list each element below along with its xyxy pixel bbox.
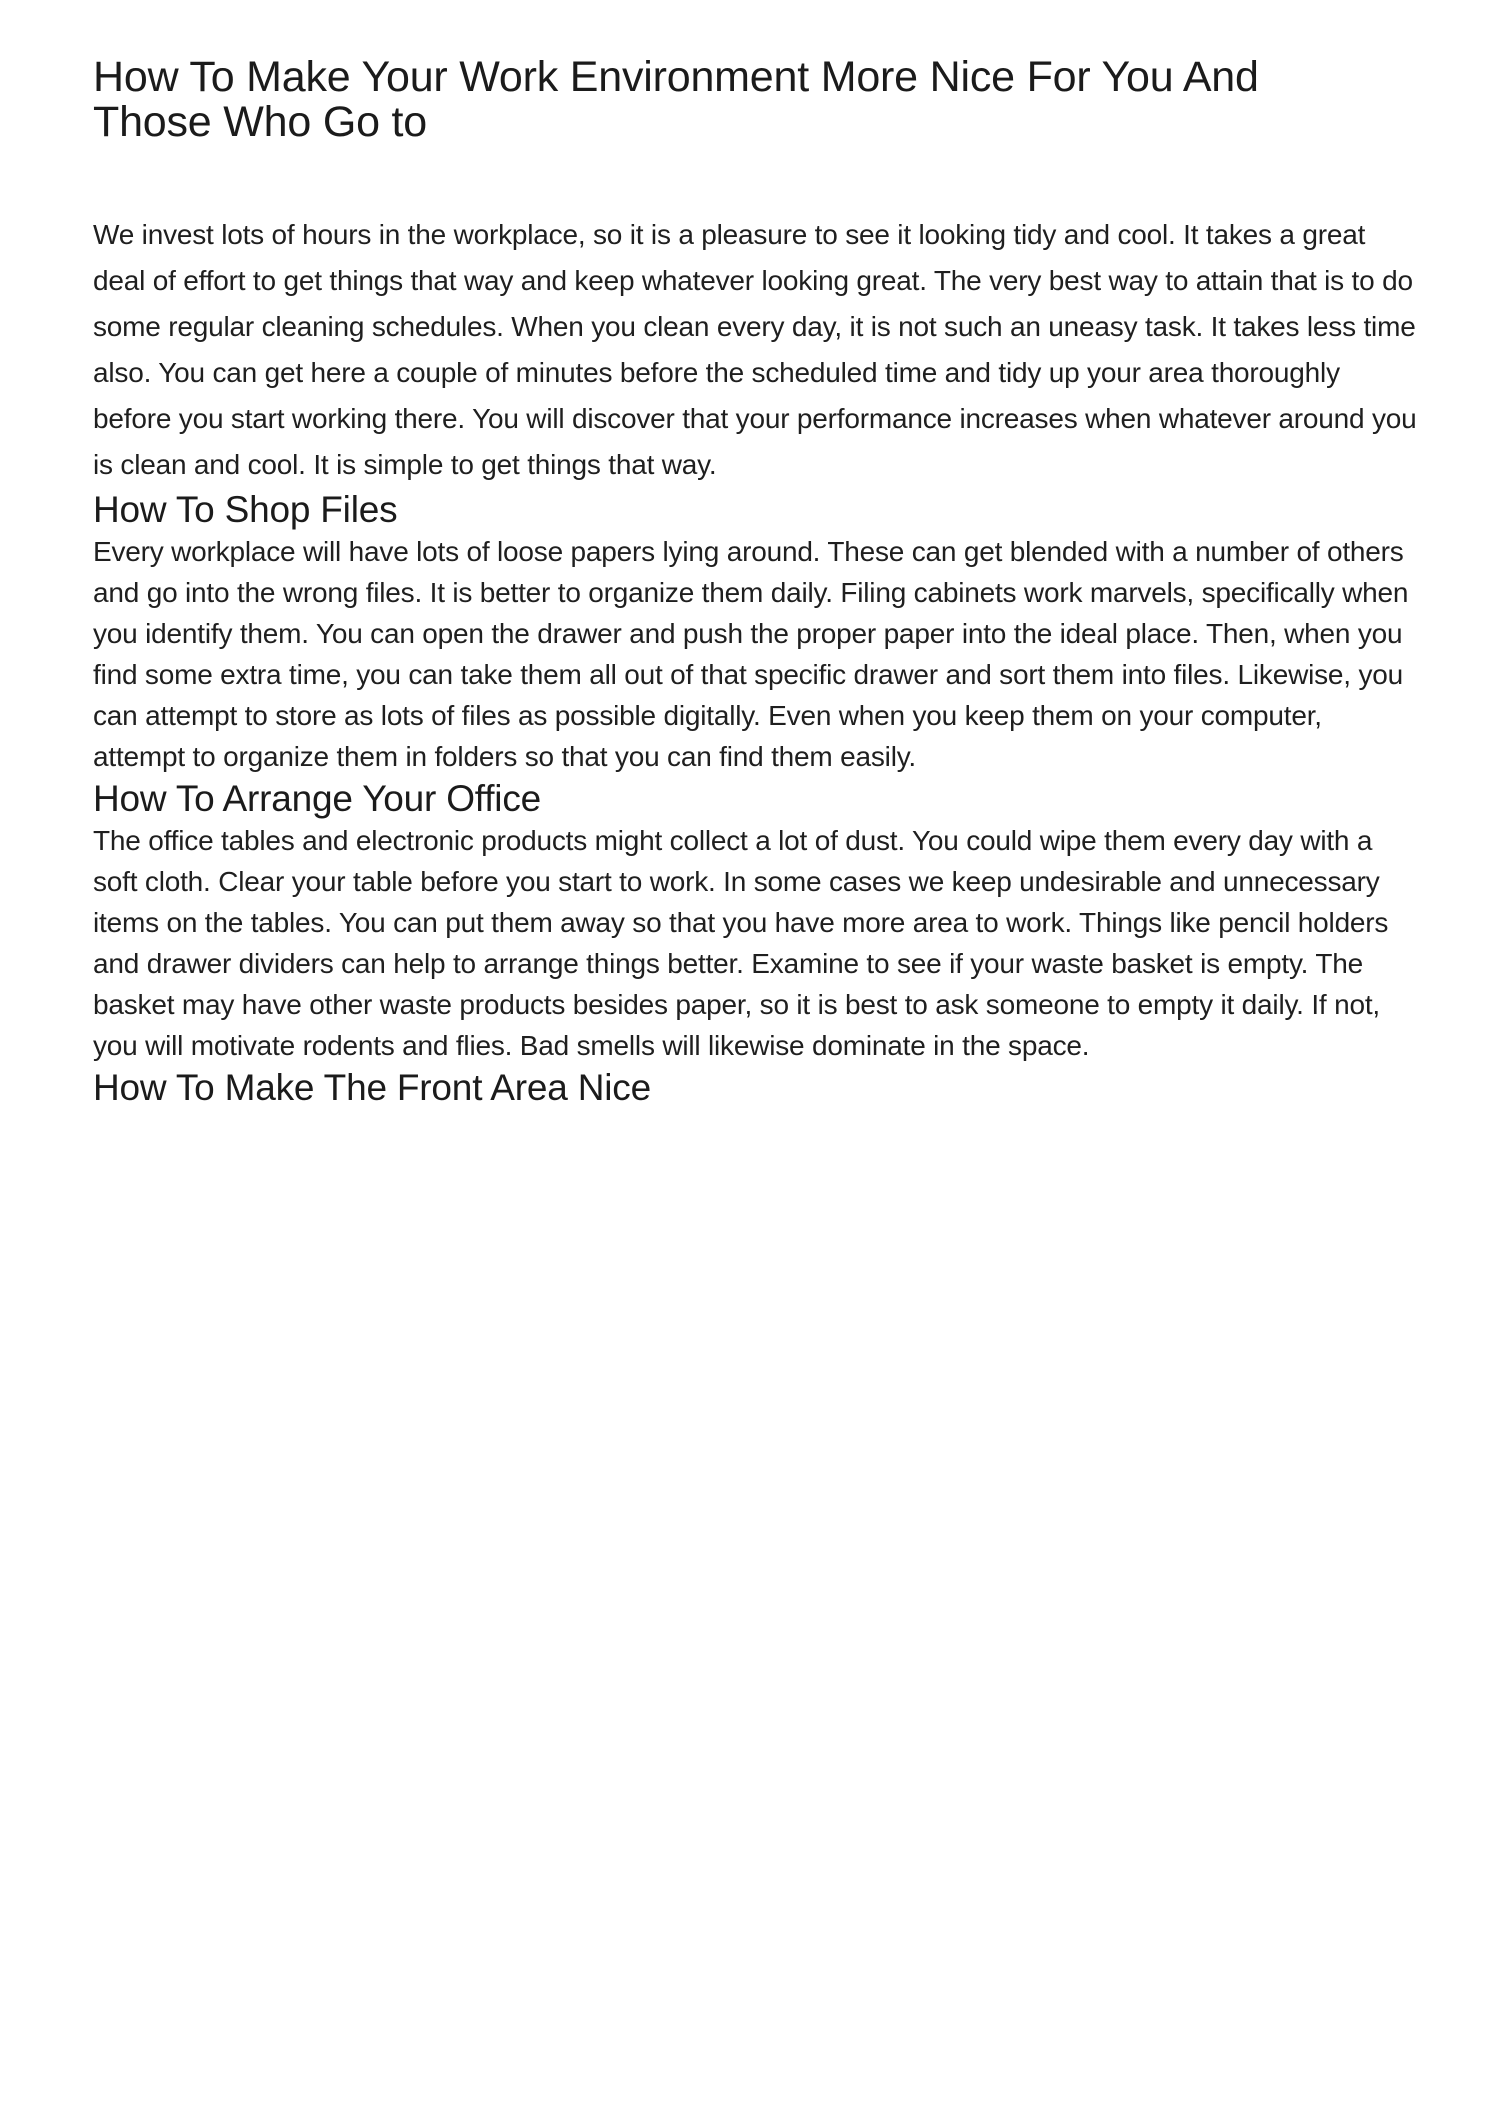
section-heading-shop-files: How To Shop Files [93,489,398,530]
page-title: How To Make Your Work Environment More Nice For You And Those Who Go to [93,53,1259,146]
section-heading-front-area: How To Make The Front Area Nice [93,1067,651,1108]
paragraph-shop-files: Every workplace will have lots of loose papers lying around. These can get blended with a number of others and go into the wrong files. It is better to organize them daily. Filing cabinets work marvels, specifically when you identify them. You can open the drawer and push the proper paper into the ideal place. Then, when you find some extra time, you can take them all out of that specific drawer and sort them into files. Likewise, you can attempt to store as lots of files as possible digitally. Even when you keep them on your computer, attempt to organize them in folders so that you can find them easily. [93,536,1409,772]
article-content [93,55,1419,1109]
intro-paragraph: We invest lots of hours in the workplace, so it is a pleasure to see it looking tidy and cool. It takes a great deal of effort to get things that way and keep whatever looking great. The very best way to attain that is to do some regular cleaning schedules. When you clean every day, it is not such an uneasy task. It takes less time also. You can get here a couple of minutes before the scheduled time and tidy up your area thoroughly before you start working there. You will discover that your performance increases when whatever around you is clean and cool. It is simple to get things that way. [93,219,1417,480]
paragraph-arrange-office: The office tables and electronic products might collect a lot of dust. You could wipe them every day with a soft cloth. Clear your table before you start to work. In some cases we keep undesirable and unnecessary items on the tables. You can put them away so that you have more area to work. Things like pencil holders and drawer dividers can help to arrange things better. Examine to see if your waste basket is empty. The basket may have other waste products besides paper, so it is best to ask someone to empty it daily. If not, you will motivate rodents and flies. Bad smells will likewise dominate in the space. [93,825,1389,1061]
section-heading-arrange-office: How To Arrange Your Office [93,778,541,819]
